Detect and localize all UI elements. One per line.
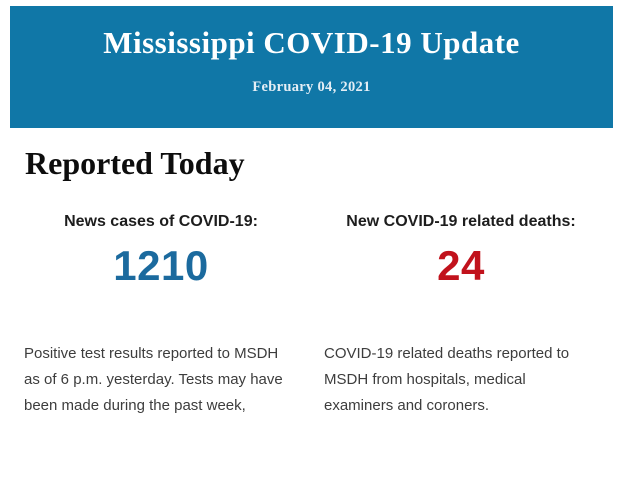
covid-update-bulletin — [0, 6, 620, 489]
stat-column-new-cases — [24, 212, 298, 419]
report-date: February 04, 2021 — [252, 79, 371, 95]
main-content — [0, 145, 620, 419]
new-cases-value: 1210 — [113, 242, 209, 289]
stat-column-new-deaths — [324, 212, 598, 419]
new-cases-label: News cases of COVID-19: — [64, 213, 258, 230]
new-deaths-value: 24 — [437, 242, 485, 289]
stats-columns — [24, 212, 598, 419]
new-deaths-description: COVID-19 related deaths reported to MSDH from hospitals, medical examiners and coroners. — [324, 345, 570, 414]
new-deaths-label: New COVID-19 related deaths: — [346, 213, 576, 230]
header-banner — [10, 6, 613, 128]
new-cases-description: Positive test results reported to MSDH as of 6 p.m. yesterday. Tests may have been made during the past week, — [24, 345, 283, 414]
section-heading: Reported Today — [25, 145, 245, 181]
page-title: Mississippi COVID-19 Update — [103, 25, 520, 60]
